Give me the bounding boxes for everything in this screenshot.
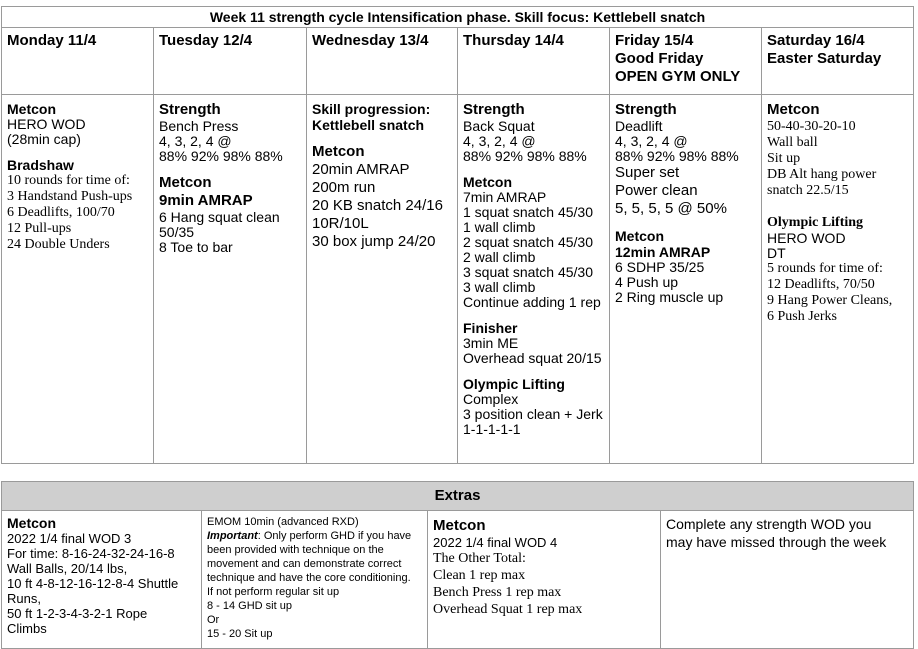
day-body-monday: Metcon HERO WOD (28min cap) Bradshaw 10 rounds for time of: 3 Handstand Push-ups 6 Deadlifts, 100/70 12 Pull-ups 24 Double Unders	[2, 95, 154, 464]
section-heading: Metcon	[312, 143, 365, 160]
section-heading: Olympic Lifting	[767, 215, 864, 230]
extras-table	[1, 481, 914, 649]
section-heading: Skill progression:	[312, 101, 431, 117]
section-heading: Metcon	[767, 101, 820, 118]
day-body-saturday: Metcon 50-40-30-20-10 Wall ball Sit up DB Alt hang power snatch 22.5/15 Olympic Lifting HERO WOD DT 5 rounds for time of: 12 Deadlifts, 70/50 9 Hang Power Cleans, 6 Push Jerks	[762, 95, 914, 464]
week-title: Week 11 strength cycle Intensification phase. Skill focus: Kettlebell snatch	[2, 7, 914, 28]
section-heading: Finisher	[463, 320, 518, 336]
day-header-friday: Friday 15/4 Good Friday OPEN GYM ONLY	[610, 28, 762, 95]
day-header-tuesday: Tuesday 12/4	[154, 28, 307, 95]
day-body-friday: Strength Deadlift 4, 3, 2, 4 @ 88% 92% 98% 88% Super set Power clean 5, 5, 5, 5 @ 50% Metcon 12min AMRAP 6 SDHP 35/25 4 Push up 2 Ring muscle up	[610, 95, 762, 464]
section-heading: Bradshaw	[7, 157, 74, 173]
day-header-monday: Monday 11/4	[2, 28, 154, 95]
extras-emom: EMOM 10min (advanced RXD) Important: Only perform GHD if you have been provided with technique on the movement and can demonstrate correct technique and have the core conditioning. If not perform regular sit up 8 - 14 GHD sit up Or 15 - 20 Sit up	[202, 511, 428, 649]
section-heading: Metcon	[615, 228, 664, 244]
day-header-thursday: Thursday 14/4	[458, 28, 610, 95]
section-heading: Metcon	[159, 174, 212, 191]
extras-metcon-wod3: Metcon 2022 1/4 final WOD 3 For time: 8-16-24-32-24-16-8 Wall Balls, 20/14 lbs, 10 ft 4-8-12-16-12-8-4 Shuttle Runs, 50 ft 1-2-3-4-3-2-1 Rope Climbs	[2, 511, 202, 649]
section-heading: Metcon	[433, 517, 486, 534]
section-heading: Strength	[463, 101, 525, 118]
section-heading: Olympic Lifting	[463, 376, 565, 392]
extras-title: Extras	[2, 482, 914, 511]
section-heading: Strength	[615, 101, 677, 118]
day-body-wednesday: Skill progression: Kettlebell snatch Metcon 20min AMRAP 200m run 20 KB snatch 24/16 10R/10L 30 box jump 24/20	[307, 95, 458, 464]
day-header-wednesday: Wednesday 13/4	[307, 28, 458, 95]
extras-note: Complete any strength WOD you may have missed through the week	[661, 511, 914, 649]
section-heading: Metcon	[7, 101, 56, 117]
section-heading: Metcon	[463, 174, 512, 190]
day-body-thursday: Strength Back Squat 4, 3, 2, 4 @ 88% 92% 98% 88% Metcon 7min AMRAP 1 squat snatch 45/30 1 wall climb 2 squat snatch 45/30 2 wall climb 3 squat snatch 45/30 3 wall climb Continue adding 1 rep Finisher 3min ME Overhead squat 20/15 Olympic Lifting Complex 3 position clean + Jerk 1-1-1-1-1	[458, 95, 610, 464]
section-heading: Strength	[159, 101, 221, 118]
section-heading: Metcon	[7, 515, 56, 531]
important-label: Important	[207, 530, 258, 542]
day-header-saturday: Saturday 16/4 Easter Saturday	[762, 28, 914, 95]
extras-metcon-wod4: Metcon 2022 1/4 final WOD 4 The Other Total: Clean 1 rep max Bench Press 1 rep max Overhead Squat 1 rep max	[428, 511, 661, 649]
day-body-tuesday: Strength Bench Press 4, 3, 2, 4 @ 88% 92% 98% 88% Metcon 9min AMRAP 6 Hang squat clean 50/35 8 Toe to bar	[154, 95, 307, 464]
week-schedule-table	[1, 6, 914, 464]
